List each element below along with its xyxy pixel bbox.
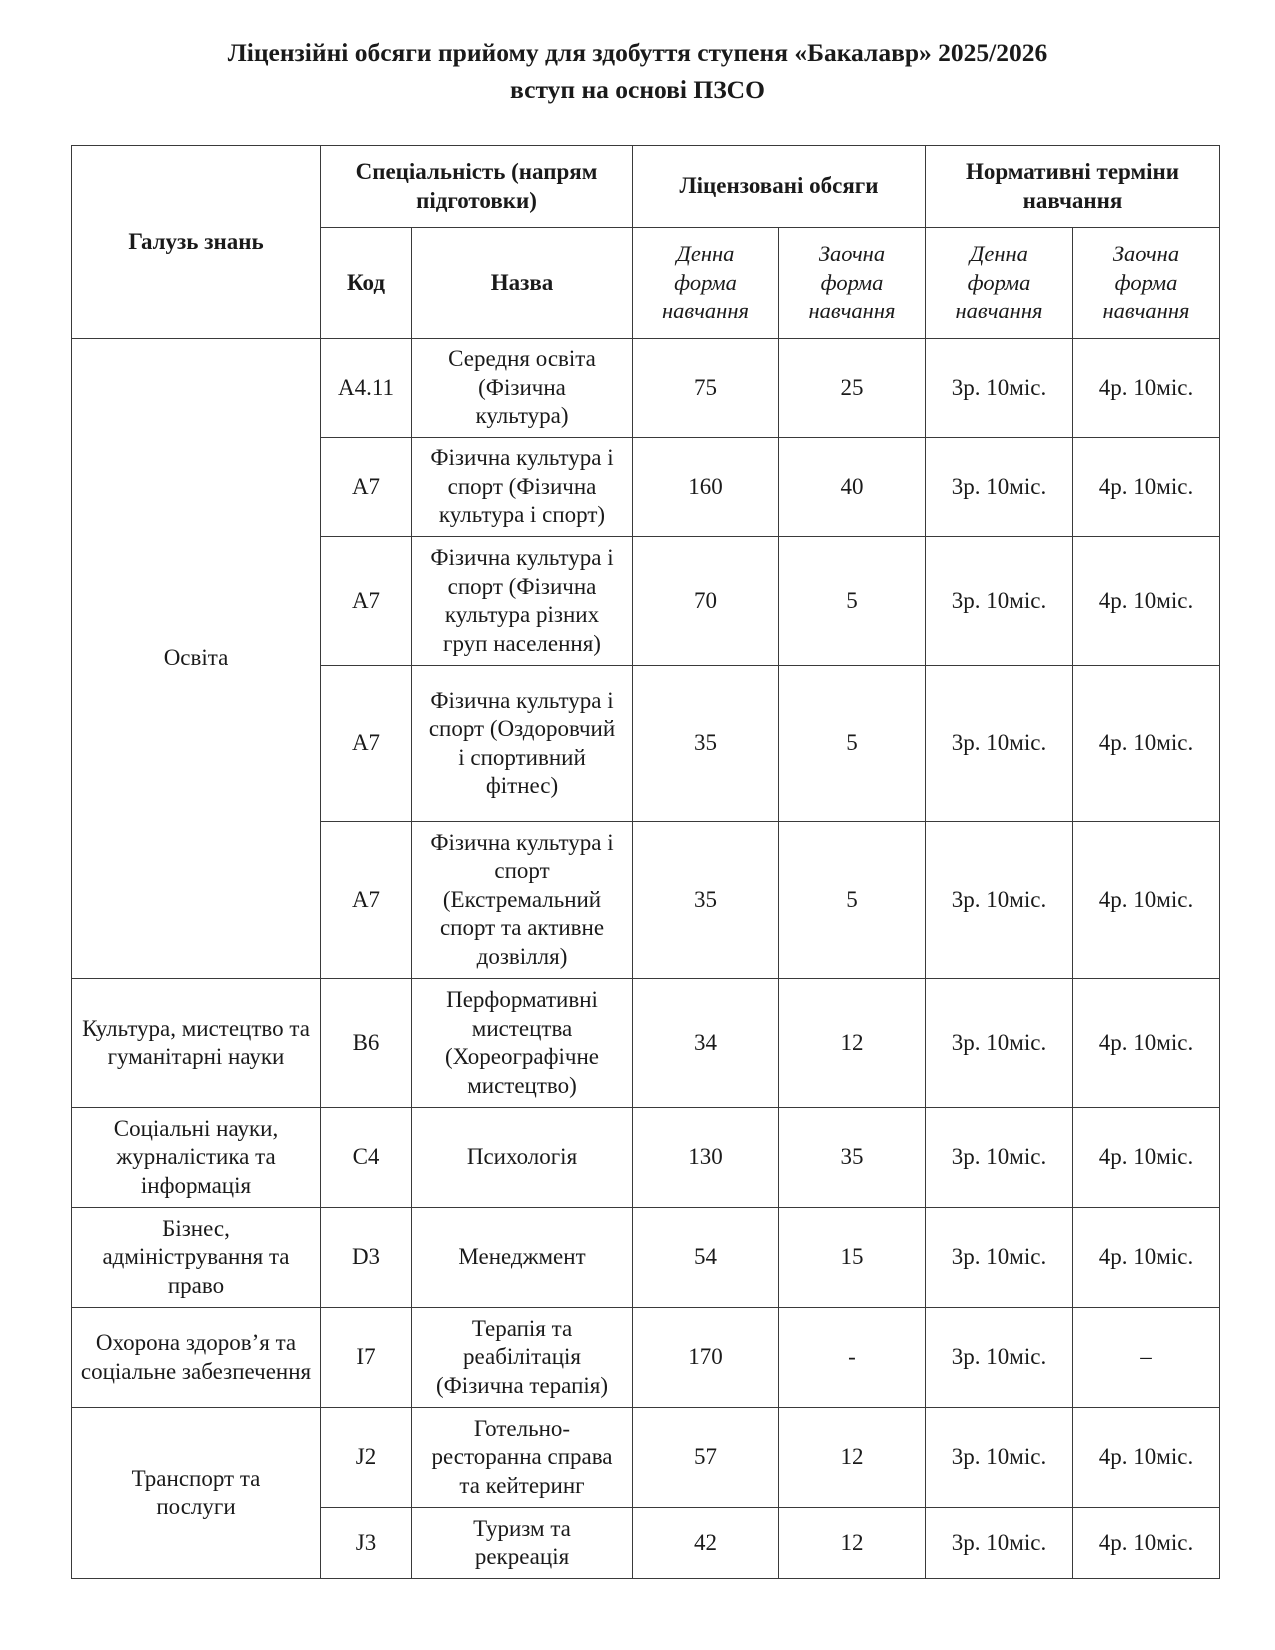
parttime-term-cell: 4р. 10міс. [1073, 537, 1220, 666]
parttime-term-cell: 4р. 10міс. [1073, 1408, 1220, 1508]
header-code [321, 228, 412, 339]
fulltime-volume-cell: 170 [633, 1308, 779, 1408]
fulltime-term-cell: 3р. 10міс. [926, 1408, 1073, 1508]
field-cell [72, 1408, 321, 1579]
header-licensed-label: Ліцензовані обсяги [679, 173, 879, 199]
header-specialty [321, 146, 633, 228]
header-terms [926, 146, 1220, 228]
fulltime-volume-cell: 57 [633, 1408, 779, 1508]
code-cell: A4.11 [321, 339, 412, 438]
parttime-term-cell: 4р. 10міс. [1073, 1508, 1220, 1579]
field-cell [72, 979, 321, 1108]
header-name-label: Назва [490, 269, 554, 295]
code-cell: C4 [321, 1108, 412, 1208]
parttime-term-cell: – [1073, 1308, 1220, 1408]
header-parttime-term [1073, 228, 1220, 339]
name-cell: Психологія [412, 1108, 633, 1208]
code-cell: D3 [321, 1208, 412, 1308]
parttime-volume-cell: 5 [779, 537, 926, 666]
field-cell [72, 1108, 321, 1208]
parttime-volume-cell: 12 [779, 1508, 926, 1579]
fulltime-term-cell: 3р. 10міс. [926, 822, 1073, 979]
code-cell: A7 [321, 537, 412, 666]
name-cell [412, 1408, 633, 1508]
fulltime-term-cell: 3р. 10міс. [926, 666, 1073, 822]
parttime-volume-cell: 12 [779, 1408, 926, 1508]
name-label: Терапія та реабілітація (Фізична терапія) [435, 1315, 609, 1398]
name-label: Фізична культура і спорт (Екстремальний спорт та активне дозвілля) [430, 829, 614, 969]
document-title [0, 34, 1275, 108]
table-row [72, 1108, 1220, 1208]
name-cell [412, 537, 633, 666]
header-fulltime-volume [633, 228, 779, 339]
admission-table [71, 145, 1220, 1579]
header-parttime-volume-label: Заочна форма навчання [808, 241, 896, 324]
code-cell: A7 [321, 666, 412, 822]
name-cell [412, 1308, 633, 1408]
name-cell [412, 438, 633, 537]
parttime-term-cell: 4р. 10міс. [1073, 1108, 1220, 1208]
field-label: Культура, мистецтво та гуманітарні науки [82, 1015, 310, 1069]
fulltime-term-cell: 3р. 10міс. [926, 438, 1073, 537]
header-fulltime-term [926, 228, 1073, 339]
header-field-label: Галузь знань [128, 228, 264, 254]
parttime-term-cell: 4р. 10міс. [1073, 666, 1220, 822]
parttime-volume-cell: 12 [779, 979, 926, 1108]
table-row [72, 339, 1220, 438]
code-cell: A7 [321, 438, 412, 537]
parttime-term-cell: 4р. 10міс. [1073, 822, 1220, 979]
code-cell: A7 [321, 822, 412, 979]
parttime-volume-cell: 5 [779, 822, 926, 979]
parttime-volume-cell: 40 [779, 438, 926, 537]
parttime-term-cell: 4р. 10міс. [1073, 1208, 1220, 1308]
field-cell [72, 1208, 321, 1308]
name-cell: Менеджмент [412, 1208, 633, 1308]
name-label: Фізична культура і спорт (Фізична культура різних груп населення) [430, 545, 614, 656]
parttime-volume-cell: - [779, 1308, 926, 1408]
header-parttime-volume [779, 228, 926, 339]
field-cell [72, 339, 321, 979]
fulltime-volume-cell: 70 [633, 537, 779, 666]
name-cell [412, 979, 633, 1108]
fulltime-term-cell: 3р. 10міс. [926, 339, 1073, 438]
table-row [72, 979, 1220, 1108]
name-label: Фізична культура і спорт (Фізична культура і спорт) [430, 445, 614, 528]
parttime-volume-cell: 35 [779, 1108, 926, 1208]
fulltime-volume-cell: 130 [633, 1108, 779, 1208]
fulltime-term-cell: 3р. 10міс. [926, 979, 1073, 1108]
header-terms-label: Нормативні терміни навчання [965, 159, 1180, 213]
header-licensed [633, 146, 926, 228]
fulltime-volume-cell: 35 [633, 822, 779, 979]
fulltime-term-cell: 3р. 10міс. [926, 1308, 1073, 1408]
header-field [72, 146, 321, 339]
parttime-term-cell: 4р. 10міс. [1073, 979, 1220, 1108]
name-label: Фізична культура і спорт (Оздоровчий і спортивний фітнес) [428, 687, 616, 798]
code-cell: B6 [321, 979, 412, 1108]
field-cell [72, 1308, 321, 1408]
header-fulltime-volume-label: Денна форма навчання [662, 241, 749, 324]
name-cell [412, 666, 633, 822]
fulltime-term-cell: 3р. 10міс. [926, 537, 1073, 666]
header-parttime-term-label: Заочна форма навчання [1102, 241, 1190, 324]
header-name [412, 228, 633, 339]
field-label: Транспорт та послуги [131, 1465, 261, 1519]
fulltime-term-cell: 3р. 10міс. [926, 1108, 1073, 1208]
name-label: Середня освіта (Фізична культура) [448, 346, 596, 429]
fulltime-volume-cell: 42 [633, 1508, 779, 1579]
header-fulltime-term-label: Денна форма навчання [955, 241, 1043, 324]
header-row-1 [72, 146, 1220, 228]
fulltime-term-cell: 3р. 10міс. [926, 1508, 1073, 1579]
field-label: Освіта [163, 645, 229, 671]
parttime-term-cell: 4р. 10міс. [1073, 339, 1220, 438]
field-label: Соціальні науки, журналістика та інформація [113, 1115, 279, 1198]
header-code-label: Код [346, 269, 385, 295]
code-cell: J3 [321, 1508, 412, 1579]
table-row [72, 1408, 1220, 1508]
parttime-volume-cell: 25 [779, 339, 926, 438]
name-cell [412, 822, 633, 979]
table-row [72, 1308, 1220, 1408]
name-cell [412, 339, 633, 438]
code-cell: J2 [321, 1408, 412, 1508]
field-label: Бізнес, адміністрування та право [102, 1215, 290, 1298]
name-label: Перформативні мистецтва (Хореографічне мистецтво) [444, 987, 600, 1098]
fulltime-volume-cell: 34 [633, 979, 779, 1108]
code-cell: I7 [321, 1308, 412, 1408]
fulltime-volume-cell: 35 [633, 666, 779, 822]
fulltime-volume-cell: 160 [633, 438, 779, 537]
fulltime-volume-cell: 54 [633, 1208, 779, 1308]
fulltime-volume-cell: 75 [633, 339, 779, 438]
name-label: Готельно-ресторанна справа та кейтеринг [431, 1415, 613, 1498]
parttime-volume-cell: 5 [779, 666, 926, 822]
name-cell [412, 1508, 633, 1579]
title-line-1: Ліцензійні обсяги прийому для здобуття ступеня «Бакалавр» 2025/2026 [227, 38, 1048, 67]
header-specialty-label: Спеціальність (напрям підготовки) [355, 159, 598, 213]
fulltime-term-cell: 3р. 10міс. [926, 1208, 1073, 1308]
name-label: Туризм та рекреація [473, 1515, 571, 1569]
field-label: Охорона здоров’я та соціальне забезпечення [80, 1330, 312, 1384]
title-line-2: вступ на основі ПЗСО [510, 75, 765, 104]
parttime-volume-cell: 15 [779, 1208, 926, 1308]
table-row [72, 1208, 1220, 1308]
parttime-term-cell: 4р. 10міс. [1073, 438, 1220, 537]
